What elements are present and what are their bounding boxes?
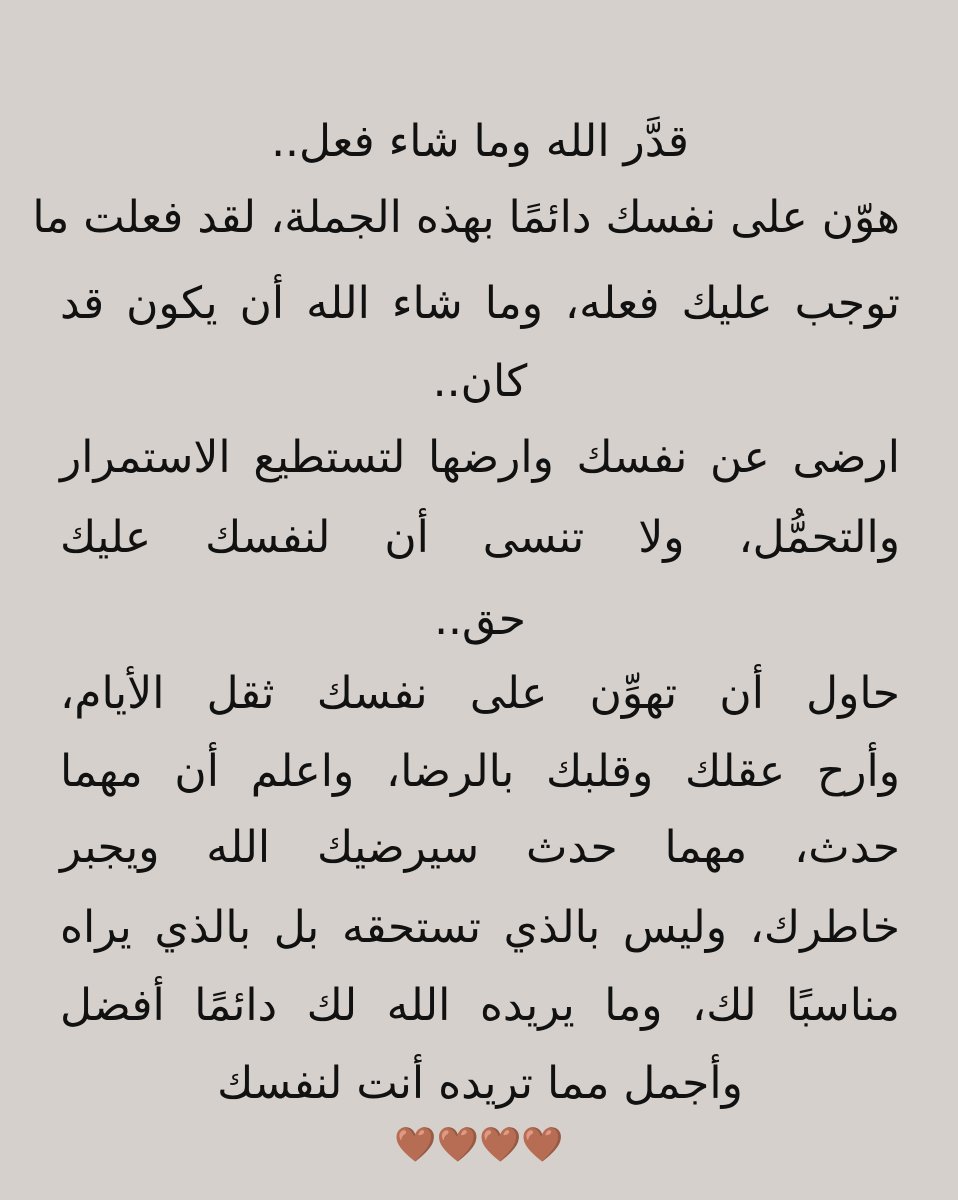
quote-line-2: هوّن على نفسك دائمًا بهذه الجملة، لقد فعلت ما: [32, 192, 900, 243]
quote-line-13: وأجمل مما تريده أنت لنفسك: [217, 1058, 743, 1109]
quote-line-1: قدَّر الله وما شاء فعل..: [271, 116, 689, 167]
quote-line-6: والتحمُّل، ولا تنسى أن لنفسك عليك: [60, 512, 900, 563]
quote-line-3: توجب عليك فعله، وما شاء الله أن يكون قد: [60, 278, 900, 329]
quote-line-8: حاول أن تهوِّن على نفسك ثقل الأيام،: [60, 668, 900, 719]
quote-line-12: مناسبًا لك، وما يريده الله لك دائمًا أفضل: [60, 980, 900, 1031]
quote-line-7: حق..: [434, 594, 526, 645]
quote-line-10: حدث، مهما حدث سيرضيك الله ويجبر: [60, 822, 900, 873]
quote-line-11: خاطرك، وليس بالذي تستحقه بل بالذي يراه: [60, 902, 900, 953]
quote-line-9: وأرح عقلك وقلبك بالرضا، واعلم أن مهما: [60, 746, 900, 797]
quote-line-4: كان..: [432, 356, 528, 407]
brown-hearts-icon: 🤎🤎🤎🤎: [394, 1125, 564, 1165]
quote-line-5: ارضى عن نفسك وارضها لتستطيع الاستمرار: [60, 432, 900, 483]
